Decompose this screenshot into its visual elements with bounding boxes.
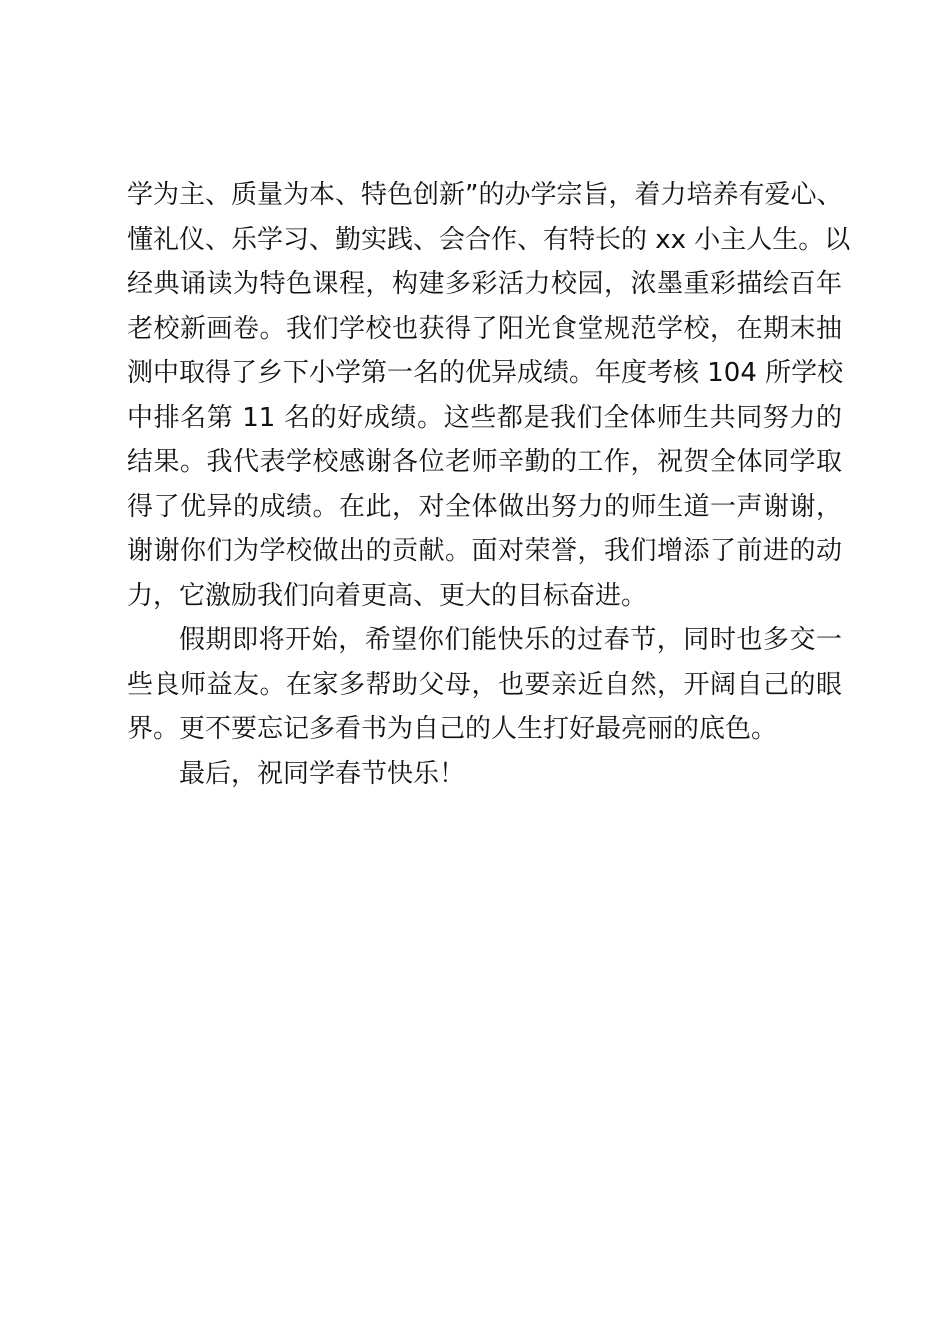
text-line: 谢谢你们为学校做出的贡献。面对荣誉，我们增添了前进的动	[127, 536, 842, 566]
text-line: 些良师益友。在家多帮助父母，也要亲近自然，开阔自己的眼	[127, 669, 842, 700]
text-line: 界。更不要忘记多看书为自己的人生打好最亮丽的底色。	[127, 714, 778, 744]
text-line: 学为主、质量为本、特色创新”的办学宗旨，着力培养有爱心、	[127, 180, 843, 210]
text-line: 老校新画卷。我们学校也获得了阳光食堂规范学校，在期末抽	[127, 313, 842, 344]
text-line: 最后，祝同学春节快乐！	[179, 758, 466, 789]
body-text	[127, 173, 851, 796]
text-line: 假期即将开始，希望你们能快乐的过春节，同时也多交一	[179, 625, 842, 655]
text-line: 经典诵读为特色课程，构建多彩活力校园，浓墨重彩描绘百年	[127, 269, 842, 299]
text-line: 结果。我代表学校感谢各位老师辛勤的工作，祝贺全体同学取	[127, 447, 842, 477]
text-line: 中排名第 11 名的好成绩。这些都是我们全体师生共同努力的	[127, 402, 842, 433]
text-line: 力，它激励我们向着更高、更大的目标奋进。	[127, 580, 648, 611]
text-line: 得了优异的成绩。在此，对全体做出努力的师生道一声谢谢，	[127, 491, 842, 522]
text-line: 测中取得了乡下小学第一名的优异成绩。年度考核 104 所学校	[127, 358, 844, 388]
text-line: 懂礼仪、乐学习、勤实践、会合作、有特长的 xx 小主人生。以	[127, 224, 851, 255]
